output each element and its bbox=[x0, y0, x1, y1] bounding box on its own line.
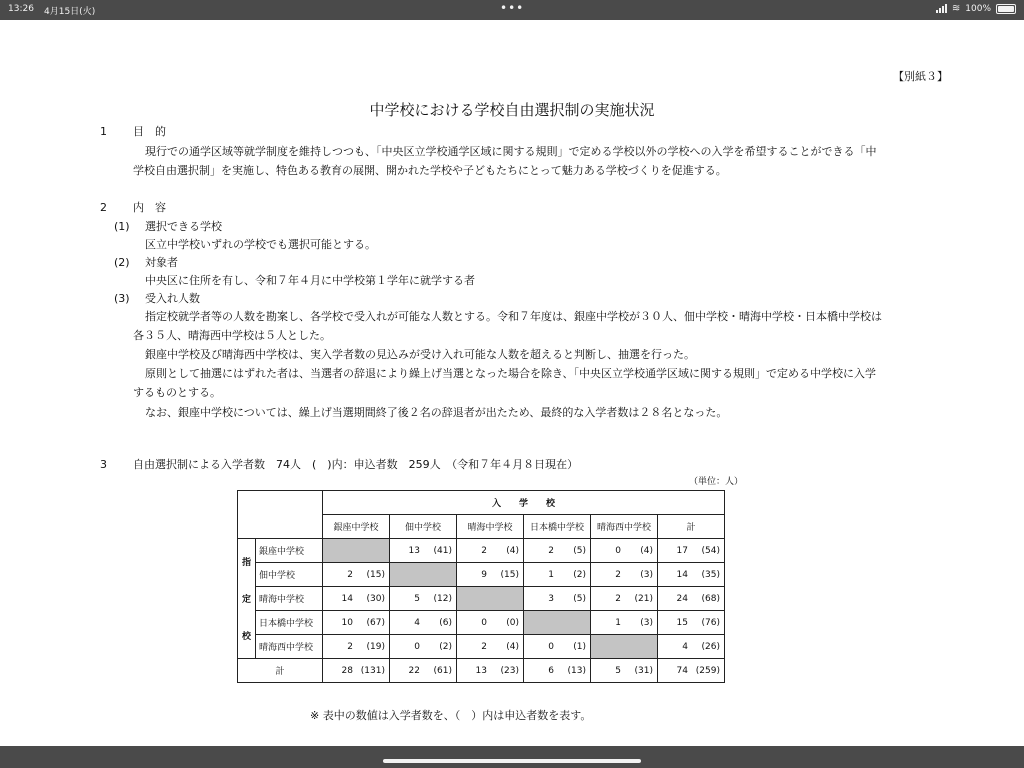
table-top-header: 入 学 校 bbox=[323, 491, 725, 515]
table-corner bbox=[238, 491, 323, 539]
side-header: 指 定 校 bbox=[238, 539, 256, 659]
table-cell: 10 (67) bbox=[323, 611, 390, 635]
table-cell: 24 (68) bbox=[658, 587, 725, 611]
table-cell: 9 (15) bbox=[457, 563, 524, 587]
table-cell: 0 (2) bbox=[390, 635, 457, 659]
capacity-line-5: するものとする。 bbox=[133, 386, 221, 399]
row-header: 佃中学校 bbox=[256, 563, 323, 587]
table-cell: 3 (5) bbox=[524, 587, 591, 611]
subsection-2-number: (2) bbox=[114, 256, 130, 269]
status-date: 4月15日(火) bbox=[44, 7, 96, 17]
table-cell-blank bbox=[390, 563, 457, 587]
document-title: 中学校における学校自由選択制の実施状況 bbox=[369, 101, 655, 119]
table-cell: 2 (4) bbox=[457, 539, 524, 563]
table-cell-blank bbox=[457, 587, 524, 611]
table-cell: 5 (31) bbox=[591, 659, 658, 683]
section-3-heading: 自由選択制による入学者数 74人 ( )内：申込者数 259人 （令和７年４月８日現在） bbox=[133, 458, 579, 471]
column-header: 晴海中学校 bbox=[457, 515, 524, 539]
section-2-number: 2 bbox=[100, 201, 107, 214]
section-1-number: 1 bbox=[100, 125, 107, 138]
table-cell: 1 (2) bbox=[524, 563, 591, 587]
table-cell: 13 (41) bbox=[390, 539, 457, 563]
subsection-1-text: 区立中学校いずれの学校でも選択可能とする。 bbox=[145, 238, 376, 251]
status-bar bbox=[0, 0, 1024, 20]
section-1-heading: 目 的 bbox=[133, 125, 166, 138]
table-row bbox=[238, 539, 725, 563]
bottom-bar bbox=[0, 746, 1024, 768]
table-cell: 13 (23) bbox=[457, 659, 524, 683]
table-row bbox=[238, 563, 725, 587]
row-header: 銀座中学校 bbox=[256, 539, 323, 563]
table-cell: 0 (0) bbox=[457, 611, 524, 635]
subsection-3-heading: 受入れ人数 bbox=[145, 292, 200, 305]
table-note: ※ 表中の数値は入学者数を、（ ）内は申込者数を表す。 bbox=[310, 709, 592, 722]
subsection-2-heading: 対象者 bbox=[145, 256, 178, 269]
unit-label: （単位：人） bbox=[689, 477, 744, 487]
multitasking-dots-icon[interactable]: ••• bbox=[500, 1, 525, 15]
table-cell: 28 (131) bbox=[323, 659, 390, 683]
capacity-line-6: なお、銀座中学校については、繰上げ当選期間終了後２名の辞退者が出たため、最終的な入学者数は２８名となった。 bbox=[145, 406, 728, 419]
capacity-line-2: 各３５人、晴海西中学校は５人とした。 bbox=[133, 329, 331, 342]
section-3-number: 3 bbox=[100, 458, 107, 471]
purpose-line-1: 現行での通学区域等就学制度を維持しつつも、「中央区立学校通学区域に関する規則」で定める学校以外の学校への入学を希望することができる「中 bbox=[145, 145, 877, 158]
row-header: 晴海中学校 bbox=[256, 587, 323, 611]
table-header-row bbox=[238, 491, 725, 515]
purpose-line-2: 学校自由選択制」を実施し、特色ある教育の展開、開かれた学校や子どもたちにとって魅力ある学校づくりを促進する。 bbox=[133, 164, 727, 177]
table-cell: 0 (4) bbox=[591, 539, 658, 563]
table-cell: 2 (5) bbox=[524, 539, 591, 563]
table-cell: 4 (6) bbox=[390, 611, 457, 635]
row-header: 日本橋中学校 bbox=[256, 611, 323, 635]
section-2-heading: 内 容 bbox=[133, 201, 166, 214]
wifi-icon: ≋ bbox=[951, 3, 961, 14]
table-cell: 2 (21) bbox=[591, 587, 658, 611]
table-cell: 0 (1) bbox=[524, 635, 591, 659]
battery-icon bbox=[996, 4, 1016, 14]
battery-percent: 100% bbox=[965, 3, 991, 14]
subsection-2-text: 中央区に住所を有し、令和７年４月に中学校第１学年に就学する者 bbox=[145, 274, 475, 287]
capacity-line-4: 原則として抽選にはずれた者は、当選者の辞退により繰上げ当選となった場合を除き、「中央区立学校通学区域に関する規則」で定める中学校に入学 bbox=[145, 367, 877, 380]
column-header: 日本橋中学校 bbox=[524, 515, 591, 539]
table-total-row bbox=[238, 659, 725, 683]
table-cell: 17 (54) bbox=[658, 539, 725, 563]
table-cell: 1 (3) bbox=[591, 611, 658, 635]
table-cell: 14 (35) bbox=[658, 563, 725, 587]
table-row bbox=[238, 611, 725, 635]
capacity-line-1: 指定校就学者等の人数を勘案し、各学校で受入れが可能な人数とする。令和７年度は、銀座中学校が３０人、佃中学校・晴海中学校・日本橋中学校は bbox=[145, 310, 882, 323]
table-cell: 15 (76) bbox=[658, 611, 725, 635]
table-cell: 2 (4) bbox=[457, 635, 524, 659]
table-cell: 74 (259) bbox=[658, 659, 725, 683]
enrollment-table bbox=[237, 490, 725, 683]
table-cell: 2 (19) bbox=[323, 635, 390, 659]
table-cell: 5 (12) bbox=[390, 587, 457, 611]
table-cell-blank bbox=[323, 539, 390, 563]
column-header: 晴海西中学校 bbox=[591, 515, 658, 539]
signal-icon bbox=[936, 4, 947, 13]
status-time: 13:26 bbox=[8, 4, 34, 14]
annex-label: 【別紙３】 bbox=[893, 70, 948, 83]
subsection-1-number: (1) bbox=[114, 220, 130, 233]
home-indicator[interactable] bbox=[383, 759, 641, 763]
table-row bbox=[238, 635, 725, 659]
subsection-1-heading: 選択できる学校 bbox=[145, 220, 222, 233]
column-header: 計 bbox=[658, 515, 725, 539]
table-cell-blank bbox=[524, 611, 591, 635]
table-cell-blank bbox=[591, 635, 658, 659]
total-row-header: 計 bbox=[238, 659, 323, 683]
column-header: 佃中学校 bbox=[390, 515, 457, 539]
table-cell: 14 (30) bbox=[323, 587, 390, 611]
table-cell: 2 (3) bbox=[591, 563, 658, 587]
capacity-line-3: 銀座中学校及び晴海西中学校は、実入学者数の見込みが受け入れ可能な人数を超えると判断し、抽選を行った。 bbox=[145, 348, 695, 361]
table-row bbox=[238, 587, 725, 611]
document-page bbox=[0, 20, 1024, 746]
table-cell: 2 (15) bbox=[323, 563, 390, 587]
column-header: 銀座中学校 bbox=[323, 515, 390, 539]
row-header: 晴海西中学校 bbox=[256, 635, 323, 659]
table-cell: 22 (61) bbox=[390, 659, 457, 683]
table-cell: 6 (13) bbox=[524, 659, 591, 683]
subsection-3-number: (3) bbox=[114, 292, 130, 305]
table-cell: 4 (26) bbox=[658, 635, 725, 659]
